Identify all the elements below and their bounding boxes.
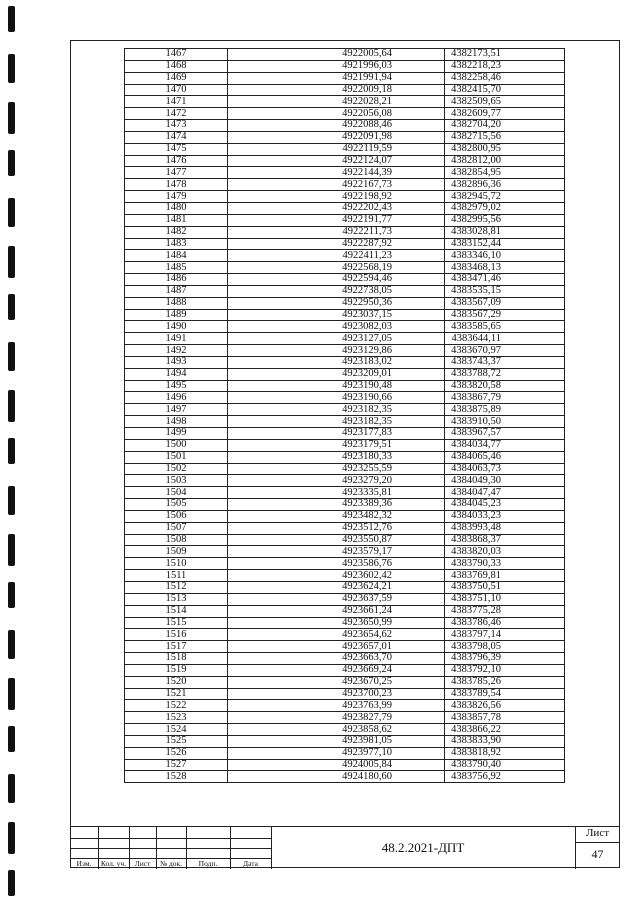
point-number-cell: 1520 xyxy=(125,676,228,688)
table-row xyxy=(125,72,565,84)
x-coordinate-cell: 4923602,42 xyxy=(228,570,445,582)
table-row xyxy=(125,712,565,724)
table-row xyxy=(125,108,565,120)
y-coordinate-cell: 4382415,70 xyxy=(445,84,565,96)
y-coordinate-cell: 4384065,46 xyxy=(445,451,565,463)
table-row xyxy=(125,60,565,72)
table-row xyxy=(125,581,565,593)
y-coordinate-cell: 4382854,95 xyxy=(445,167,565,179)
binding-mark xyxy=(8,726,15,752)
point-number-cell: 1506 xyxy=(125,510,228,522)
x-coordinate-cell: 4923190,66 xyxy=(228,392,445,404)
point-number-cell: 1479 xyxy=(125,191,228,203)
y-coordinate-cell: 4383798,05 xyxy=(445,641,565,653)
table-row xyxy=(125,534,565,546)
point-number-cell: 1490 xyxy=(125,321,228,333)
y-coordinate-cell: 4383868,37 xyxy=(445,534,565,546)
y-coordinate-cell: 4382995,56 xyxy=(445,214,565,226)
stamp-row-line xyxy=(70,838,271,839)
point-number-cell: 1507 xyxy=(125,522,228,534)
binding-mark xyxy=(8,822,15,854)
point-number-cell: 1527 xyxy=(125,759,228,771)
x-coordinate-cell: 4924180,60 xyxy=(228,771,445,783)
point-number-cell: 1501 xyxy=(125,451,228,463)
table-row xyxy=(125,676,565,688)
x-coordinate-cell: 4922005,64 xyxy=(228,49,445,61)
point-number-cell: 1474 xyxy=(125,131,228,143)
point-number-cell: 1468 xyxy=(125,60,228,72)
point-number-cell: 1516 xyxy=(125,629,228,641)
binding-mark xyxy=(8,54,15,83)
binding-mark xyxy=(8,774,15,803)
x-coordinate-cell: 4923179,51 xyxy=(228,439,445,451)
y-coordinate-cell: 4383820,03 xyxy=(445,546,565,558)
y-coordinate-cell: 4383790,40 xyxy=(445,759,565,771)
point-number-cell: 1493 xyxy=(125,356,228,368)
point-number-cell: 1505 xyxy=(125,499,228,511)
table-row xyxy=(125,356,565,368)
point-number-cell: 1483 xyxy=(125,238,228,250)
table-row xyxy=(125,179,565,191)
table-row xyxy=(125,84,565,96)
y-coordinate-cell: 4384047,47 xyxy=(445,487,565,499)
point-number-cell: 1495 xyxy=(125,380,228,392)
x-coordinate-cell: 4923586,76 xyxy=(228,558,445,570)
binding-mark xyxy=(8,582,15,608)
table-row xyxy=(125,700,565,712)
point-number-cell: 1500 xyxy=(125,439,228,451)
x-coordinate-cell: 4923763,99 xyxy=(228,700,445,712)
y-coordinate-cell: 4383769,81 xyxy=(445,570,565,582)
y-coordinate-cell: 4382812,00 xyxy=(445,155,565,167)
stamp-label-date: Дата xyxy=(243,859,258,868)
point-number-cell: 1503 xyxy=(125,475,228,487)
table-row xyxy=(125,120,565,132)
x-coordinate-cell: 4922091,98 xyxy=(228,131,445,143)
point-number-cell: 1499 xyxy=(125,428,228,440)
stamp-label-signature: Подп. xyxy=(198,859,218,868)
x-coordinate-cell: 4922594,46 xyxy=(228,274,445,286)
point-number-cell: 1489 xyxy=(125,309,228,321)
x-coordinate-cell: 4923389,36 xyxy=(228,499,445,511)
table-row xyxy=(125,297,565,309)
x-coordinate-cell: 4923182,35 xyxy=(228,416,445,428)
y-coordinate-cell: 4382218,23 xyxy=(445,60,565,72)
table-row xyxy=(125,333,565,345)
point-number-cell: 1519 xyxy=(125,664,228,676)
point-number-cell: 1469 xyxy=(125,72,228,84)
x-coordinate-cell: 4923550,87 xyxy=(228,534,445,546)
x-coordinate-cell: 4923177,83 xyxy=(228,428,445,440)
table-row xyxy=(125,309,565,321)
table-row xyxy=(125,285,565,297)
x-coordinate-cell: 4923657,01 xyxy=(228,641,445,653)
x-coordinate-cell: 4922056,08 xyxy=(228,108,445,120)
y-coordinate-cell: 4383967,57 xyxy=(445,428,565,440)
binding-marks xyxy=(8,0,20,905)
table-row xyxy=(125,771,565,783)
table-row xyxy=(125,641,565,653)
x-coordinate-cell: 4923858,62 xyxy=(228,724,445,736)
table-row xyxy=(125,570,565,582)
table-row xyxy=(125,49,565,61)
x-coordinate-cell: 4923209,01 xyxy=(228,368,445,380)
x-coordinate-cell: 4924005,84 xyxy=(228,759,445,771)
table-row xyxy=(125,629,565,641)
point-number-cell: 1512 xyxy=(125,581,228,593)
table-row xyxy=(125,522,565,534)
table-row xyxy=(125,735,565,747)
table-row xyxy=(125,262,565,274)
table-row xyxy=(125,345,565,357)
x-coordinate-cell: 4922167,73 xyxy=(228,179,445,191)
binding-mark xyxy=(8,390,15,422)
binding-mark xyxy=(8,6,15,32)
x-coordinate-cell: 4923129,86 xyxy=(228,345,445,357)
stamp-label-count: Кол. уч. xyxy=(100,859,127,868)
table-row xyxy=(125,605,565,617)
stamp-label-doc-number: № док. xyxy=(159,859,183,868)
table-row xyxy=(125,510,565,522)
binding-mark xyxy=(8,102,15,134)
binding-mark xyxy=(8,294,15,320)
binding-mark xyxy=(8,870,15,896)
x-coordinate-cell: 4923977,10 xyxy=(228,747,445,759)
y-coordinate-cell: 4382509,65 xyxy=(445,96,565,108)
point-number-cell: 1515 xyxy=(125,617,228,629)
point-number-cell: 1510 xyxy=(125,558,228,570)
x-coordinate-cell: 4923127,05 xyxy=(228,333,445,345)
table-row xyxy=(125,428,565,440)
table-row xyxy=(125,593,565,605)
x-coordinate-cell: 4922287,92 xyxy=(228,238,445,250)
point-number-cell: 1480 xyxy=(125,202,228,214)
table-row xyxy=(125,439,565,451)
table-row xyxy=(125,475,565,487)
table-row xyxy=(125,214,565,226)
x-coordinate-cell: 4923512,76 xyxy=(228,522,445,534)
y-coordinate-cell: 4382609,77 xyxy=(445,108,565,120)
table-row xyxy=(125,380,565,392)
point-number-cell: 1471 xyxy=(125,96,228,108)
table-row xyxy=(125,617,565,629)
y-coordinate-cell: 4382173,51 xyxy=(445,49,565,61)
point-number-cell: 1525 xyxy=(125,735,228,747)
x-coordinate-cell: 4921996,03 xyxy=(228,60,445,72)
x-coordinate-cell: 4923579,17 xyxy=(228,546,445,558)
binding-mark xyxy=(8,198,15,227)
y-coordinate-cell: 4383750,51 xyxy=(445,581,565,593)
point-number-cell: 1518 xyxy=(125,653,228,665)
binding-mark xyxy=(8,342,15,371)
stamp-label-sheet: Лист xyxy=(134,859,151,868)
y-coordinate-cell: 4383785,26 xyxy=(445,676,565,688)
y-coordinate-cell: 4383644,11 xyxy=(445,333,565,345)
y-coordinate-cell: 4383818,92 xyxy=(445,747,565,759)
point-number-cell: 1521 xyxy=(125,688,228,700)
x-coordinate-cell: 4923624,21 xyxy=(228,581,445,593)
x-coordinate-cell: 4923082,03 xyxy=(228,321,445,333)
y-coordinate-cell: 4383775,28 xyxy=(445,605,565,617)
x-coordinate-cell: 4922202,43 xyxy=(228,202,445,214)
table-row xyxy=(125,155,565,167)
table-row xyxy=(125,131,565,143)
point-number-cell: 1498 xyxy=(125,416,228,428)
point-number-cell: 1496 xyxy=(125,392,228,404)
binding-mark xyxy=(8,150,15,176)
y-coordinate-cell: 4383585,65 xyxy=(445,321,565,333)
x-coordinate-cell: 4923700,23 xyxy=(228,688,445,700)
table-row xyxy=(125,487,565,499)
table-row xyxy=(125,250,565,262)
x-coordinate-cell: 4923637,59 xyxy=(228,593,445,605)
x-coordinate-cell: 4923279,20 xyxy=(228,475,445,487)
y-coordinate-cell: 4382258,46 xyxy=(445,72,565,84)
y-coordinate-cell: 4384049,30 xyxy=(445,475,565,487)
point-number-cell: 1482 xyxy=(125,226,228,238)
table-row xyxy=(125,653,565,665)
table-row xyxy=(125,451,565,463)
point-number-cell: 1511 xyxy=(125,570,228,582)
point-number-cell: 1509 xyxy=(125,546,228,558)
point-number-cell: 1475 xyxy=(125,143,228,155)
y-coordinate-cell: 4383826,56 xyxy=(445,700,565,712)
x-coordinate-cell: 4923180,33 xyxy=(228,451,445,463)
x-coordinate-cell: 4923182,35 xyxy=(228,404,445,416)
x-coordinate-cell: 4923661,24 xyxy=(228,605,445,617)
point-number-cell: 1484 xyxy=(125,250,228,262)
y-coordinate-cell: 4383993,48 xyxy=(445,522,565,534)
x-coordinate-cell: 4923670,25 xyxy=(228,676,445,688)
binding-mark xyxy=(8,438,15,464)
point-number-cell: 1470 xyxy=(125,84,228,96)
x-coordinate-cell: 4922191,77 xyxy=(228,214,445,226)
y-coordinate-cell: 4383152,44 xyxy=(445,238,565,250)
y-coordinate-cell: 4383567,09 xyxy=(445,297,565,309)
x-coordinate-cell: 4922144,39 xyxy=(228,167,445,179)
x-coordinate-cell: 4922009,18 xyxy=(228,84,445,96)
x-coordinate-cell: 4923335,81 xyxy=(228,487,445,499)
y-coordinate-cell: 4383670,97 xyxy=(445,345,565,357)
point-number-cell: 1517 xyxy=(125,641,228,653)
point-number-cell: 1528 xyxy=(125,771,228,783)
x-coordinate-cell: 4922124,07 xyxy=(228,155,445,167)
point-number-cell: 1473 xyxy=(125,120,228,132)
binding-mark xyxy=(8,486,15,515)
x-coordinate-cell: 4921991,94 xyxy=(228,72,445,84)
y-coordinate-cell: 4383743,37 xyxy=(445,356,565,368)
x-coordinate-cell: 4922211,73 xyxy=(228,226,445,238)
y-coordinate-cell: 4384045,23 xyxy=(445,499,565,511)
sheet-label: Лист xyxy=(585,827,610,839)
table-row xyxy=(125,226,565,238)
table-row xyxy=(125,143,565,155)
coordinates-table-body xyxy=(125,49,565,783)
x-coordinate-cell: 4922119,59 xyxy=(228,143,445,155)
coordinates-table xyxy=(124,48,565,783)
stamp-row-line xyxy=(575,842,620,843)
table-row xyxy=(125,747,565,759)
table-row xyxy=(125,724,565,736)
point-number-cell: 1472 xyxy=(125,108,228,120)
point-number-cell: 1514 xyxy=(125,605,228,617)
y-coordinate-cell: 4383910,50 xyxy=(445,416,565,428)
y-coordinate-cell: 4383567,29 xyxy=(445,309,565,321)
point-number-cell: 1508 xyxy=(125,534,228,546)
x-coordinate-cell: 4923663,70 xyxy=(228,653,445,665)
x-coordinate-cell: 4922028,21 xyxy=(228,96,445,108)
y-coordinate-cell: 4383857,78 xyxy=(445,712,565,724)
table-row xyxy=(125,558,565,570)
y-coordinate-cell: 4384063,73 xyxy=(445,463,565,475)
stamp-row-line xyxy=(70,848,271,849)
table-row xyxy=(125,664,565,676)
table-row xyxy=(125,546,565,558)
x-coordinate-cell: 4922950,36 xyxy=(228,297,445,309)
point-number-cell: 1481 xyxy=(125,214,228,226)
y-coordinate-cell: 4383820,58 xyxy=(445,380,565,392)
y-coordinate-cell: 4382800,95 xyxy=(445,143,565,155)
point-number-cell: 1478 xyxy=(125,179,228,191)
y-coordinate-cell: 4383471,46 xyxy=(445,274,565,286)
y-coordinate-cell: 4382715,56 xyxy=(445,131,565,143)
x-coordinate-cell: 4923482,32 xyxy=(228,510,445,522)
point-number-cell: 1524 xyxy=(125,724,228,736)
point-number-cell: 1513 xyxy=(125,593,228,605)
point-number-cell: 1486 xyxy=(125,274,228,286)
y-coordinate-cell: 4383751,10 xyxy=(445,593,565,605)
x-coordinate-cell: 4923650,99 xyxy=(228,617,445,629)
x-coordinate-cell: 4923669,24 xyxy=(228,664,445,676)
y-coordinate-cell: 4383867,79 xyxy=(445,392,565,404)
x-coordinate-cell: 4923827,79 xyxy=(228,712,445,724)
y-coordinate-cell: 4383833,90 xyxy=(445,735,565,747)
table-row xyxy=(125,274,565,286)
binding-mark xyxy=(8,678,15,710)
x-coordinate-cell: 4922198,92 xyxy=(228,191,445,203)
table-row xyxy=(125,688,565,700)
binding-mark xyxy=(8,246,15,278)
x-coordinate-cell: 4922568,19 xyxy=(228,262,445,274)
point-number-cell: 1476 xyxy=(125,155,228,167)
y-coordinate-cell: 4383866,22 xyxy=(445,724,565,736)
binding-mark xyxy=(8,630,15,659)
table-row xyxy=(125,321,565,333)
document-code: 48.2.2021-ДПТ xyxy=(381,840,465,855)
point-number-cell: 1487 xyxy=(125,285,228,297)
x-coordinate-cell: 4923183,02 xyxy=(228,356,445,368)
y-coordinate-cell: 4383875,89 xyxy=(445,404,565,416)
title-block xyxy=(70,826,620,868)
table-row xyxy=(125,96,565,108)
x-coordinate-cell: 4922088,46 xyxy=(228,120,445,132)
table-row xyxy=(125,416,565,428)
point-number-cell: 1477 xyxy=(125,167,228,179)
y-coordinate-cell: 4383756,92 xyxy=(445,771,565,783)
stamp-label-change: Изм. xyxy=(76,859,92,868)
binding-mark xyxy=(8,534,15,566)
sheet-number: 47 xyxy=(591,847,604,861)
point-number-cell: 1502 xyxy=(125,463,228,475)
x-coordinate-cell: 4923255,59 xyxy=(228,463,445,475)
x-coordinate-cell: 4922411,23 xyxy=(228,250,445,262)
y-coordinate-cell: 4384033,23 xyxy=(445,510,565,522)
table-row xyxy=(125,191,565,203)
x-coordinate-cell: 4923037,15 xyxy=(228,309,445,321)
y-coordinate-cell: 4383468,13 xyxy=(445,262,565,274)
y-coordinate-cell: 4382896,36 xyxy=(445,179,565,191)
x-coordinate-cell: 4922738,05 xyxy=(228,285,445,297)
x-coordinate-cell: 4923654,62 xyxy=(228,629,445,641)
point-number-cell: 1523 xyxy=(125,712,228,724)
y-coordinate-cell: 4383796,39 xyxy=(445,653,565,665)
y-coordinate-cell: 4382945,72 xyxy=(445,191,565,203)
point-number-cell: 1488 xyxy=(125,297,228,309)
point-number-cell: 1497 xyxy=(125,404,228,416)
y-coordinate-cell: 4384034,77 xyxy=(445,439,565,451)
table-row xyxy=(125,463,565,475)
point-number-cell: 1522 xyxy=(125,700,228,712)
table-row xyxy=(125,167,565,179)
table-row xyxy=(125,202,565,214)
y-coordinate-cell: 4383028,81 xyxy=(445,226,565,238)
point-number-cell: 1485 xyxy=(125,262,228,274)
y-coordinate-cell: 4382979,02 xyxy=(445,202,565,214)
y-coordinate-cell: 4382704,20 xyxy=(445,120,565,132)
y-coordinate-cell: 4383792,10 xyxy=(445,664,565,676)
y-coordinate-cell: 4383789,54 xyxy=(445,688,565,700)
y-coordinate-cell: 4383788,72 xyxy=(445,368,565,380)
y-coordinate-cell: 4383797,14 xyxy=(445,629,565,641)
table-row xyxy=(125,368,565,380)
point-number-cell: 1491 xyxy=(125,333,228,345)
y-coordinate-cell: 4383346,10 xyxy=(445,250,565,262)
point-number-cell: 1504 xyxy=(125,487,228,499)
table-row xyxy=(125,404,565,416)
y-coordinate-cell: 4383786,46 xyxy=(445,617,565,629)
point-number-cell: 1526 xyxy=(125,747,228,759)
table-row xyxy=(125,759,565,771)
table-row xyxy=(125,499,565,511)
x-coordinate-cell: 4923981,05 xyxy=(228,735,445,747)
point-number-cell: 1467 xyxy=(125,49,228,61)
point-number-cell: 1492 xyxy=(125,345,228,357)
y-coordinate-cell: 4383790,33 xyxy=(445,558,565,570)
table-row xyxy=(125,392,565,404)
y-coordinate-cell: 4383535,15 xyxy=(445,285,565,297)
table-row xyxy=(125,238,565,250)
point-number-cell: 1494 xyxy=(125,368,228,380)
x-coordinate-cell: 4923190,48 xyxy=(228,380,445,392)
